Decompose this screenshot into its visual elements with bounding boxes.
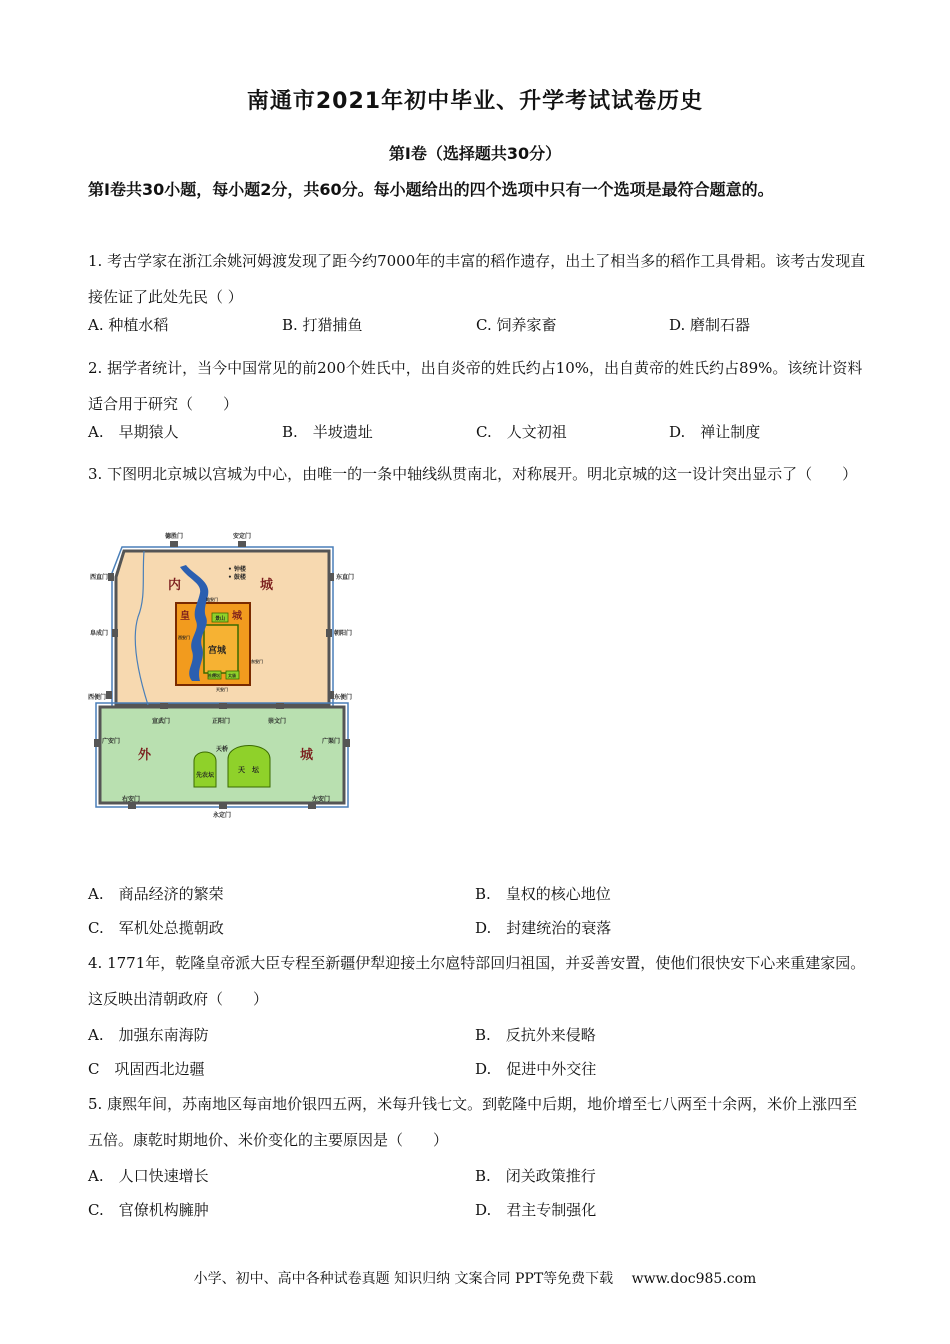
gate-xibianmen: 西便门 <box>88 694 107 701</box>
option-c: C. 饲养家畜 <box>476 316 557 334</box>
inner-label-1: 内 <box>168 578 182 593</box>
tianqiao-label: 天桥 <box>216 746 229 753</box>
option-a: A. 商品经济的繁荣 <box>88 885 224 903</box>
instructions: 第Ⅰ卷共30小题，每小题2分，共60分。每小题给出的四个选项中只有一个选项是最符合题意的。 <box>88 180 774 199</box>
gate-chaoyangmen: 朝阳门 <box>334 630 353 637</box>
ming-beijing-map <box>88 527 356 819</box>
question-2: 2. 据学者统计，当今中国常见的前200个姓氏中，出自炎帝的姓氏约占10%，出自黄帝的姓氏约占89%。该统计资料适合用于研究（ ） <box>88 359 863 413</box>
page-footer: 小学、初中、高中各种试卷真题 知识归纳 文案合同 PPT等免费下载 www.doc985.com <box>193 1271 757 1287</box>
question-3-options-row1 <box>88 883 868 917</box>
gate-deshengmen: 德胜门 <box>165 533 184 540</box>
option-d: D. 促进中外交往 <box>475 1060 597 1078</box>
gate-donganmen: 东安门 <box>251 659 263 664</box>
question-5-options-row2 <box>88 1199 868 1233</box>
gate-youanmen: 右安门 <box>122 796 141 803</box>
drum-tower-label: • 鼓楼 <box>228 574 246 581</box>
gate-dianmen: 地安门 <box>206 597 218 602</box>
imperial-label-1: 皇 <box>180 611 190 622</box>
question-1-options <box>88 314 868 348</box>
outer-label-1: 外 <box>138 748 152 763</box>
option-c: C. 人文初祖 <box>476 423 567 441</box>
option-c: C. 军机处总揽朝政 <box>88 919 224 937</box>
gate-xianmen: 西安门 <box>178 635 190 640</box>
jingshan-label: 景山 <box>215 616 226 622</box>
temple-heaven-label: 天 坛 <box>238 766 259 774</box>
option-d: D. 封建统治的衰落 <box>475 919 612 937</box>
question-2-options <box>88 421 868 455</box>
taimiao-label: 太庙 <box>228 673 236 678</box>
option-a: A. 加强东南海防 <box>88 1026 209 1044</box>
option-a: A. 早期猿人 <box>88 423 179 441</box>
agriculture-label: 先农坛 <box>196 772 215 779</box>
gate-yongdingmen: 永定门 <box>213 812 232 819</box>
gate-fuchengmen: 阜成门 <box>90 630 109 637</box>
gate-xuanwumen: 宣武门 <box>152 718 171 725</box>
gate-tiananmen: 天安门 <box>216 687 228 692</box>
question-4-options-row1 <box>88 1024 868 1058</box>
outer-label-2: 城 <box>300 748 314 763</box>
option-c: C. 官僚机构臃肿 <box>88 1201 209 1219</box>
option-b: B. 半坡遗址 <box>282 423 373 441</box>
option-c: C 巩固西北边疆 <box>88 1060 205 1078</box>
question-5: 5. 康熙年间，苏南地区每亩地价银四五两，米每升钱七文。到乾隆中后期，地价增至七八两至十余两，米价上涨四至五倍。康乾时期地价、米价变化的主要原因是（ ） <box>88 1095 858 1149</box>
option-b: B. 闭关政策推行 <box>475 1167 596 1185</box>
page-title: 南通市2021年初中毕业、升学考试试卷历史 <box>246 89 704 114</box>
gate-guangqumen: 广渠门 <box>322 738 341 745</box>
option-d: D. 磨制石器 <box>669 316 751 334</box>
gate-andingmen: 安定门 <box>233 533 252 540</box>
question-3: 3. 下图明北京城以宫城为中心，由唯一的一条中轴线纵贯南北，对称展开。明北京城的这一设计突出显示了（ ） <box>88 465 858 483</box>
gate-zhengyangmen: 正阳门 <box>212 718 231 725</box>
gate-dongzhimen: 东直门 <box>336 574 355 581</box>
question-1: 1. 考古学家在浙江余姚河姆渡发现了距今约7000年的丰富的稻作遗存，出土了相当多的稻作工具骨耜。该考古发现直接佐证了此处先民（ ） <box>88 252 866 306</box>
imperial-label-2: 城 <box>232 611 242 622</box>
section-title: 第Ⅰ卷（选择题共30分） <box>388 144 562 163</box>
option-d: D. 君主专制强化 <box>475 1201 597 1219</box>
altar-of-agriculture <box>194 752 216 787</box>
option-a: A. 人口快速增长 <box>88 1167 209 1185</box>
bell-tower-label: • 钟楼 <box>228 566 246 573</box>
gate-chongwenmen: 崇文门 <box>268 718 287 725</box>
question-5-options-row1 <box>88 1165 868 1199</box>
gate-guanganmen: 广安门 <box>102 738 121 745</box>
option-d: D. 禅让制度 <box>669 423 761 441</box>
option-b: B. 反抗外来侵略 <box>475 1026 596 1044</box>
option-a: A. 种植水稻 <box>88 316 169 334</box>
gate-xizhimen: 西直门 <box>90 574 109 581</box>
option-b: B. 打猎捕鱼 <box>282 316 363 334</box>
gate-dongbianmen: 东便门 <box>334 694 353 701</box>
palace-label: 宫城 <box>208 646 227 656</box>
gate-zuoanmen: 左安门 <box>312 796 331 803</box>
option-b: B. 皇权的核心地位 <box>475 885 611 903</box>
inner-label-2: 城 <box>260 578 274 593</box>
question-4: 4. 1771年，乾隆皇帝派大臣专程至新疆伊犁迎接土尔扈特部回归祖国，并妥善安置，使他们很快安下心来重建家园。这反映出清朝政府（ ） <box>88 954 866 1008</box>
sheji-label: 社稷坛 <box>208 673 220 678</box>
